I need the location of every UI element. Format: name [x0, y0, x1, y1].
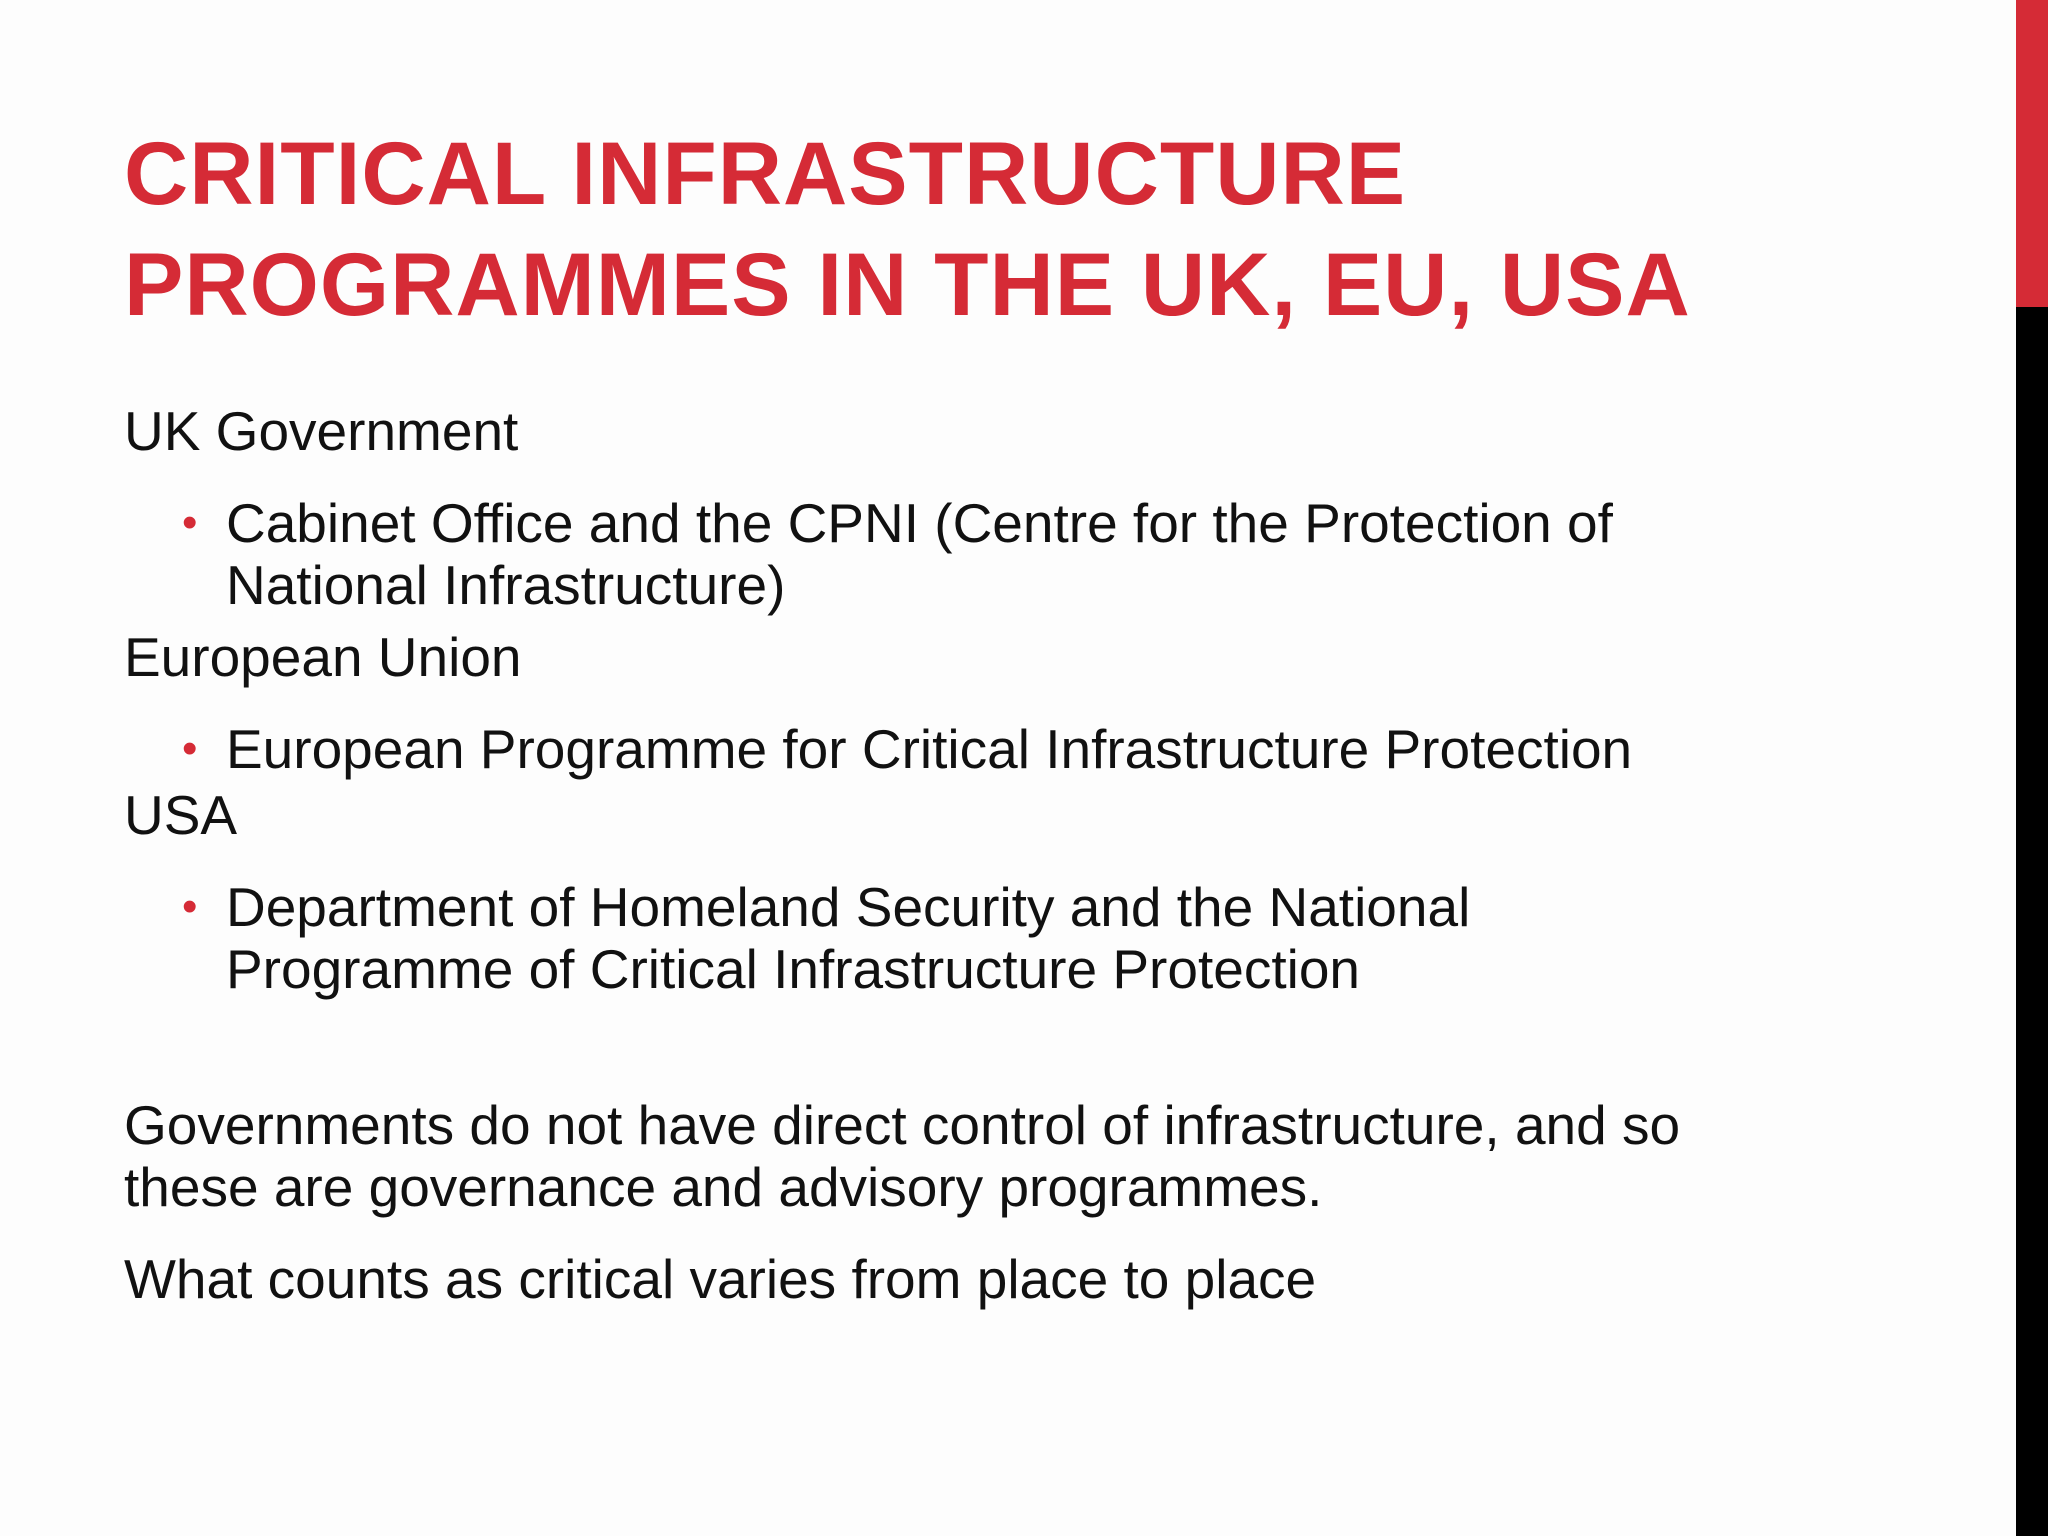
bullet-text	[226, 718, 1924, 780]
section-heading-uk: UK Government	[124, 400, 519, 462]
bullet-text	[226, 876, 1924, 1000]
bullet-text-line: National Infrastructure)	[226, 554, 786, 616]
bullet-item-eu	[124, 718, 1924, 780]
critical-varies-paragraph	[124, 1248, 1924, 1310]
governance-paragraph	[124, 1094, 1924, 1218]
bullet-text-line: Programme of Critical Infrastructure Protection	[226, 938, 1360, 1000]
bullet-text-line: European Programme for Critical Infrastructure Protection	[226, 718, 1633, 780]
bullet-text	[226, 492, 1924, 616]
section-heading-usa: USA	[124, 784, 238, 846]
bullet-item-usa	[124, 876, 1924, 1000]
section-heading-eu: European Union	[124, 626, 522, 688]
slide-body	[124, 400, 1924, 1310]
bullet-text-line: Cabinet Office and the CPNI (Centre for the Protection of	[226, 492, 1613, 554]
slide-title	[124, 118, 1904, 340]
bullet-dot: •	[182, 498, 198, 547]
bullet-dot: •	[182, 724, 198, 773]
bullet-text-line: Department of Homeland Security and the National	[226, 876, 1471, 938]
accent-bar-bottom	[2016, 307, 2048, 1536]
accent-bar-top	[2016, 0, 2048, 307]
paragraph-line: What counts as critical varies from place to place	[124, 1248, 1317, 1310]
paragraph-line: Governments do not have direct control of infrastructure, and so	[124, 1094, 1681, 1156]
paragraph-line: these are governance and advisory programmes.	[124, 1156, 1323, 1218]
slide-title-line-2: PROGRAMMES IN THE UK, EU, USA	[124, 234, 1691, 334]
bullet-item-uk	[124, 492, 1924, 616]
slide-title-line-1: CRITICAL INFRASTRUCTURE	[124, 123, 1407, 223]
bullet-dot: •	[182, 882, 198, 931]
